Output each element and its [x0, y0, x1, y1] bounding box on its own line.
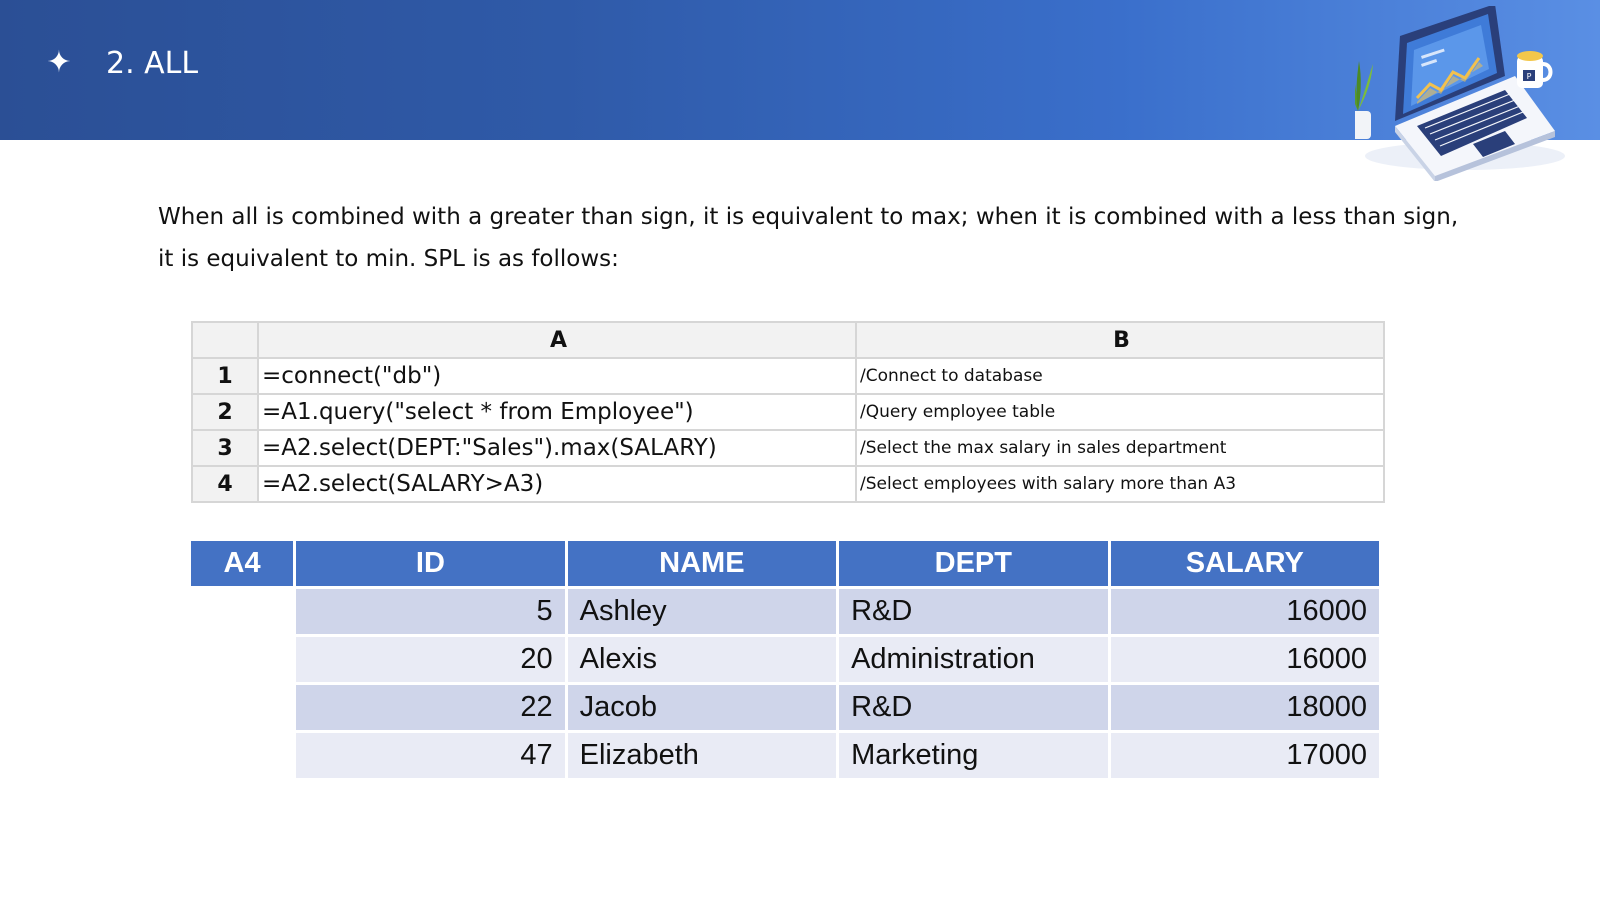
code-grid-row: [192, 430, 1384, 466]
row-spacer: [191, 589, 293, 634]
code-cell-a3[interactable]: =A2.select(DEPT:"Sales").max(SALARY): [258, 430, 856, 466]
slide-title: 2. ALL: [106, 46, 199, 81]
column-header-a[interactable]: A: [258, 322, 856, 358]
column-header-dept: DEPT: [839, 541, 1107, 586]
column-header-id: ID: [296, 541, 564, 586]
row-number[interactable]: 1: [192, 358, 258, 394]
id-cell: 20: [296, 637, 564, 682]
row-number[interactable]: 4: [192, 466, 258, 502]
code-cell-a1[interactable]: =connect("db"): [258, 358, 856, 394]
code-cell-a4[interactable]: =A2.select(SALARY>A3): [258, 466, 856, 502]
spl-code-grid: [191, 321, 1385, 503]
table-row: [191, 685, 1379, 730]
title-banner: [0, 0, 1600, 140]
svg-text:P: P: [1526, 72, 1532, 81]
id-cell: 22: [296, 685, 564, 730]
table-row: [191, 637, 1379, 682]
row-number[interactable]: 3: [192, 430, 258, 466]
intro-paragraph: [158, 196, 1468, 280]
four-point-star-icon: ✦: [46, 45, 72, 80]
result-table-a4: [188, 538, 1382, 781]
code-grid-row: [192, 394, 1384, 430]
code-grid-row: [192, 466, 1384, 502]
intro-line-1: When all is combined with a greater than sign, it is equivalent to max; when it is combined with a less than sign,: [158, 204, 1459, 230]
dept-cell: R&D: [839, 589, 1107, 634]
intro-line-2: it is equivalent to min. SPL is as follows:: [158, 246, 619, 272]
comment-cell-b4[interactable]: /Select employees with salary more than A3: [856, 466, 1384, 502]
dept-cell: R&D: [839, 685, 1107, 730]
result-label-a4: A4: [191, 541, 293, 586]
code-grid-corner-cell: [192, 322, 258, 358]
comment-cell-b3[interactable]: /Select the max salary in sales department: [856, 430, 1384, 466]
column-header-b[interactable]: B: [856, 322, 1384, 358]
column-header-salary: SALARY: [1111, 541, 1379, 586]
salary-cell: 18000: [1111, 685, 1379, 730]
row-number[interactable]: 2: [192, 394, 258, 430]
comment-cell-b1[interactable]: /Connect to database: [856, 358, 1384, 394]
salary-cell: 17000: [1111, 733, 1379, 778]
comment-cell-b2[interactable]: /Query employee table: [856, 394, 1384, 430]
row-spacer: [191, 733, 293, 778]
table-row: [191, 589, 1379, 634]
table-row: [191, 733, 1379, 778]
name-cell: Alexis: [568, 637, 836, 682]
code-cell-a2[interactable]: =A1.query("select * from Employee"): [258, 394, 856, 430]
name-cell: Elizabeth: [568, 733, 836, 778]
column-header-name: NAME: [568, 541, 836, 586]
salary-cell: 16000: [1111, 589, 1379, 634]
salary-cell: 16000: [1111, 637, 1379, 682]
id-cell: 47: [296, 733, 564, 778]
laptop-chart-illustration: [1355, 6, 1575, 181]
dept-cell: Administration: [839, 637, 1107, 682]
name-cell: Ashley: [568, 589, 836, 634]
id-cell: 5: [296, 589, 564, 634]
row-spacer: [191, 685, 293, 730]
dept-cell: Marketing: [839, 733, 1107, 778]
row-spacer: [191, 637, 293, 682]
name-cell: Jacob: [568, 685, 836, 730]
code-grid-row: [192, 358, 1384, 394]
code-grid-header-row: [192, 322, 1384, 358]
result-header-row: [191, 541, 1379, 586]
